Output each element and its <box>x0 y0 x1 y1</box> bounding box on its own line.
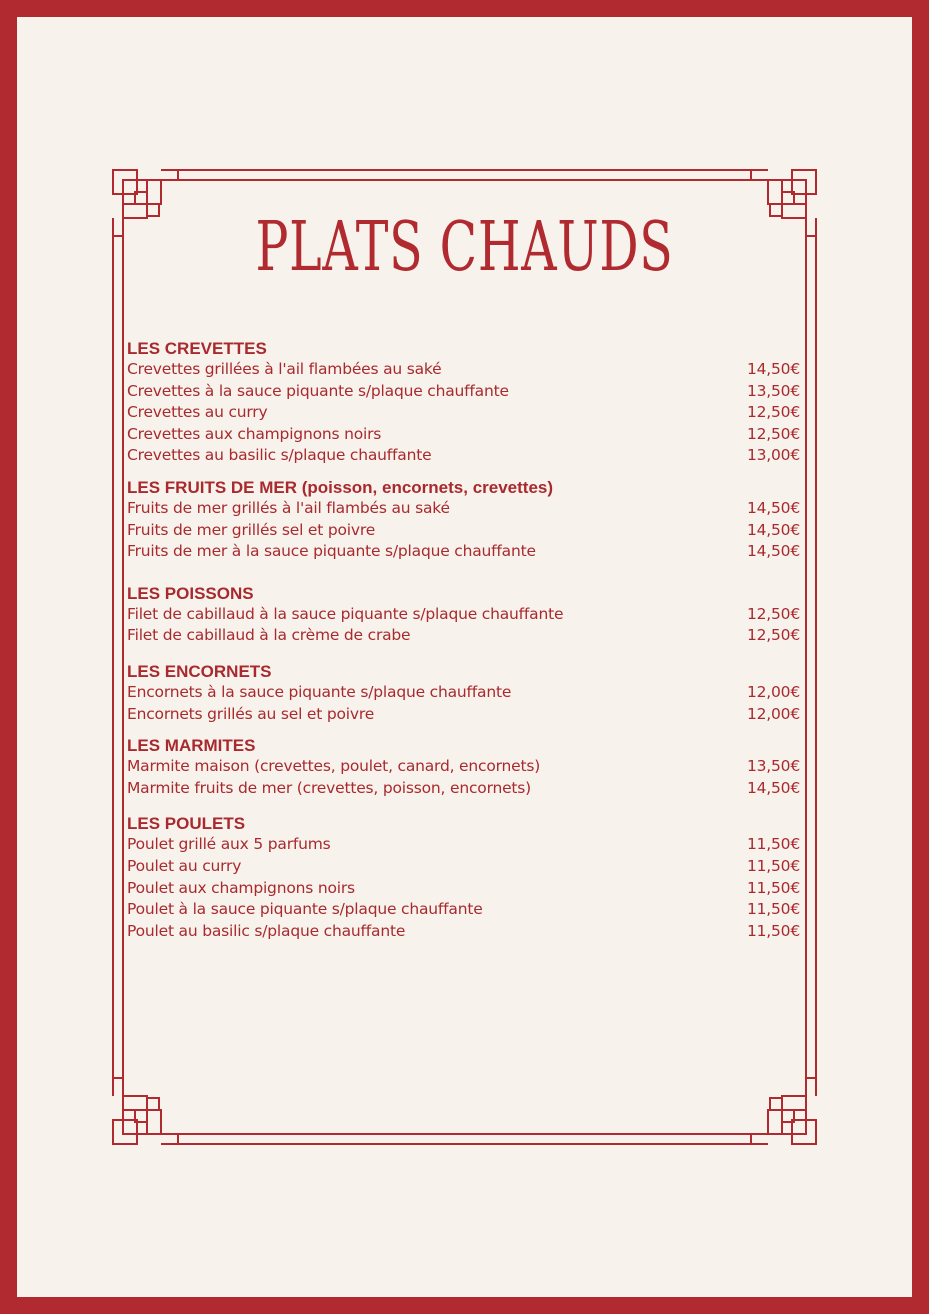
item-price: 11,50€ <box>746 878 800 897</box>
item-price: 13,00€ <box>746 446 800 465</box>
menu-item <box>127 445 800 467</box>
item-name: Marmite fruits de mer (crevettes, poisson, encornets) <box>127 778 532 797</box>
menu-item <box>127 899 800 921</box>
item-name: Fruits de mer à la sauce piquante s/plaque chauffante <box>127 542 536 561</box>
menu-section <box>127 338 800 467</box>
menu-item <box>127 756 800 778</box>
menu-section <box>127 735 800 799</box>
item-price: 11,50€ <box>746 921 800 940</box>
section-heading: LES POULETS <box>127 814 246 834</box>
menu-section <box>127 477 800 563</box>
menu-section <box>127 661 800 725</box>
menu-item <box>127 424 800 446</box>
menu-list <box>127 338 800 952</box>
item-name: Crevettes à la sauce piquante s/plaque chauffante <box>127 381 509 400</box>
item-name: Marmite maison (crevettes, poulet, canard, encornets) <box>127 757 541 776</box>
menu-item <box>127 359 800 381</box>
menu-item <box>127 834 800 856</box>
item-name: Fruits de mer grillés à l'ail flambés au saké <box>127 498 450 517</box>
page-title: PLATS CHAUDS <box>255 208 674 287</box>
menu-item <box>127 625 800 647</box>
menu-item <box>127 381 800 403</box>
item-name: Crevettes aux champignons noirs <box>127 424 382 443</box>
item-price: 11,50€ <box>746 835 800 854</box>
menu-item <box>127 541 800 563</box>
section-heading: LES ENCORNETS <box>127 661 272 681</box>
menu-item <box>127 402 800 424</box>
item-price: 12,00€ <box>746 682 800 701</box>
item-price: 14,50€ <box>746 778 800 797</box>
menu-item <box>127 604 800 626</box>
item-name: Poulet aux champignons noirs <box>127 878 355 897</box>
menu-item <box>127 778 800 800</box>
item-price: 12,50€ <box>746 626 800 645</box>
item-name: Encornets grillés au sel et poivre <box>127 704 375 723</box>
item-name: Poulet au curry <box>127 856 242 875</box>
item-price: 14,50€ <box>746 360 800 378</box>
menu-item <box>127 682 800 704</box>
item-name: Encornets à la sauce piquante s/plaque chauffante <box>127 682 512 701</box>
item-price: 12,50€ <box>746 604 800 623</box>
item-price: 12,50€ <box>746 403 800 422</box>
item-name: Crevettes grillées à l'ail flambées au saké <box>127 360 442 378</box>
menu-item <box>127 921 800 943</box>
item-name: Fruits de mer grillés sel et poivre <box>127 520 376 539</box>
item-price: 14,50€ <box>746 520 800 539</box>
section-heading: LES MARMITES <box>127 736 256 756</box>
item-name: Poulet au basilic s/plaque chauffante <box>127 921 406 940</box>
section-heading: LES FRUITS DE MER (poisson, encornets, crevettes) <box>127 477 554 497</box>
item-name: Crevettes au basilic s/plaque chauffante <box>127 446 432 465</box>
menu-item <box>127 520 800 542</box>
section-heading: LES POISSONS <box>127 583 254 603</box>
item-price: 12,00€ <box>746 704 800 723</box>
item-price: 14,50€ <box>746 542 800 561</box>
item-price: 11,50€ <box>746 856 800 875</box>
section-heading: LES CREVETTES <box>127 339 267 358</box>
menu-item <box>127 856 800 878</box>
item-name: Poulet grillé aux 5 parfums <box>127 835 331 854</box>
menu-item <box>127 878 800 900</box>
item-price: 12,50€ <box>746 424 800 443</box>
item-name: Poulet à la sauce piquante s/plaque chauffante <box>127 900 483 919</box>
menu-section <box>127 583 800 647</box>
item-name: Crevettes au curry <box>127 403 268 422</box>
item-price: 14,50€ <box>746 498 800 517</box>
menu-item <box>127 704 800 726</box>
menu-item <box>127 498 800 520</box>
item-price: 11,50€ <box>746 900 800 919</box>
item-price: 13,50€ <box>746 381 800 400</box>
item-name: Filet de cabillaud à la sauce piquante s/plaque chauffante <box>127 604 564 623</box>
item-name: Filet de cabillaud à la crème de crabe <box>127 626 411 645</box>
menu-section <box>127 813 800 942</box>
item-price: 13,50€ <box>746 757 800 776</box>
